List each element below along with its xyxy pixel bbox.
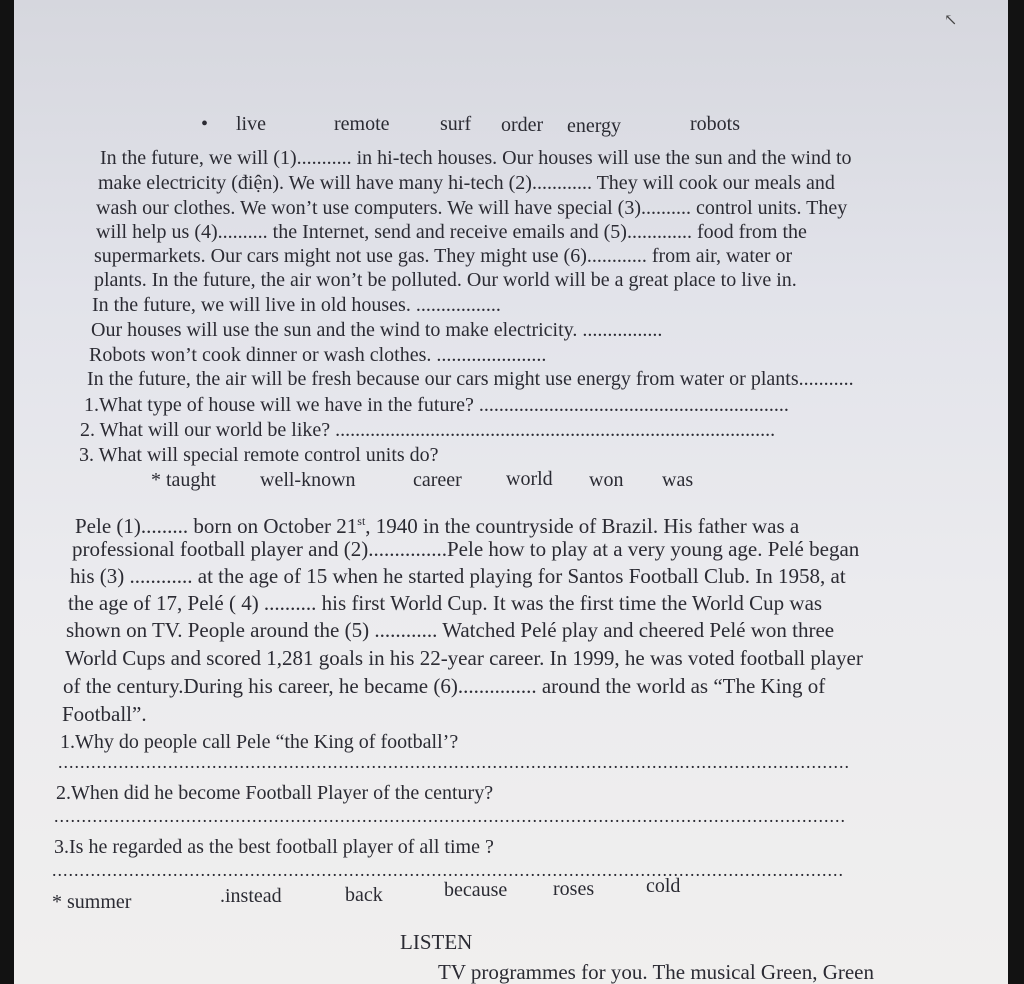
answer-line[interactable]: ................................................................................................................................................ (54, 806, 846, 826)
passage-line: wash our clothes. We won’t use computers. We will have special (3).......... control units. They (96, 197, 848, 219)
word-bank-bullet: • (201, 113, 209, 135)
passage-line: of the century.During his career, he became (6)............... around the world as “The King of (63, 674, 826, 698)
passage-line: World Cups and scored 1,281 goals in his 22-year career. In 1999, he was voted football player (65, 646, 863, 670)
word-bank-word: roses (553, 878, 595, 900)
passage-text: , 1940 in the countryside of Brazil. His father was a (365, 514, 800, 538)
word-bank-1 (14, 112, 1008, 138)
passage-line: In the future, we will (1)........... in hi-tech houses. Our houses will use the sun and the wind to (100, 147, 852, 169)
passage-line: professional football player and (2)...............Pele how to play at a very young age. Pelé began (72, 537, 860, 561)
word-bank-word: energy (567, 115, 622, 137)
question: 3. What will special remote control units do? (79, 444, 439, 466)
word-bank-word: well-known (260, 469, 356, 491)
word-bank-word: back (345, 884, 383, 906)
word-bank-word: remote (334, 113, 390, 135)
pen-mark: ↖ (944, 12, 958, 29)
word-bank-word: cold (646, 875, 681, 897)
word-bank-word: won (589, 469, 624, 491)
section-heading-listen: LISTEN (400, 930, 473, 954)
word-bank-word: robots (690, 113, 740, 135)
passage-line: shown on TV. People around the (5) ............ Watched Pelé play and cheered Pelé won three (66, 618, 835, 642)
passage-line: plants. In the future, the air won’t be polluted. Our world will be a great place to live in. (94, 269, 797, 291)
word-bank-word: .instead (220, 885, 282, 907)
passage-line: his (3) ............ at the age of 15 when he started playing for Santos Football Club. In 1958, at (70, 564, 846, 588)
statement: In the future, the air will be fresh because our cars might use energy from water or plants........... (87, 368, 854, 390)
question: 2.When did he become Football Player of the century? (56, 782, 494, 804)
passage-line: the age of 17, Pelé ( 4) .......... his first World Cup. It was the first time the World Cup was (68, 591, 823, 615)
word-bank-word: * summer (52, 891, 132, 913)
passage-line: will help us (4).......... the Internet, send and receive emails and (5)............. food from the (96, 221, 807, 243)
answer-line[interactable]: ................................................................................................................................................ (52, 860, 844, 880)
question: 3.Is he regarded as the best football player of all time ? (54, 836, 494, 858)
passage-line: supermarkets. Our cars might not use gas. They might use (6)............ from air, water or (94, 245, 793, 267)
word-bank-word: surf (440, 113, 472, 135)
word-bank-word: * taught (151, 469, 216, 491)
word-bank-3 (14, 875, 1008, 913)
statement: Our houses will use the sun and the wind to make electricity. ................ (91, 319, 663, 341)
word-bank-word: because (444, 879, 508, 901)
worksheet-page (14, 0, 1008, 984)
passage-line (75, 509, 799, 538)
word-bank-word: world (506, 468, 553, 490)
word-bank-word: live (236, 113, 266, 135)
passage-text: Pele (1)......... born on October 21 (75, 514, 358, 538)
question: 1.What type of house will we have in the future? .............................................................. (84, 394, 789, 416)
word-bank-word: order (501, 114, 544, 136)
word-bank-word: was (662, 469, 694, 491)
word-bank-2 (14, 468, 1008, 494)
question: 1.Why do people call Pele “the King of football’? (60, 731, 459, 753)
passage-line-partial: TV programmes for you. The musical Green, Green (438, 960, 875, 984)
passage-line: Football”. (62, 702, 147, 726)
question: 2. What will our world be like? ........................................................................................ (80, 419, 776, 441)
statement: Robots won’t cook dinner or wash clothes. ...................... (89, 344, 547, 366)
ordinal-suffix: st (357, 514, 366, 528)
word-bank-word: career (413, 469, 462, 491)
passage-line: make electricity (điện). We will have many hi-tech (2)............ They will cook our meals and (98, 172, 835, 194)
statement: In the future, we will live in old houses. ................. (92, 294, 501, 316)
answer-line[interactable]: ................................................................................................................................................ (58, 752, 850, 772)
